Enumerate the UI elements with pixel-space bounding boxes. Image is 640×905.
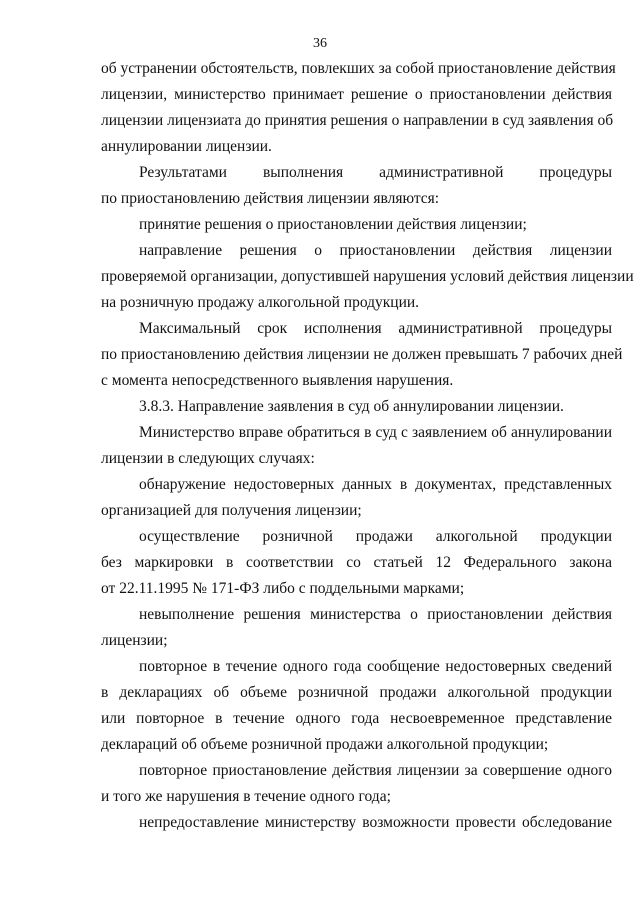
text-line: повторное приостановление действия лицензии за совершение одного (139, 762, 612, 779)
text-line: аннулировании лицензии. (101, 138, 272, 155)
text-line: невыполнение решения министерства о приостановлении действия (139, 606, 612, 623)
text-line: осуществление розничной продажи алкогольной продукции (139, 528, 612, 545)
page-number: 36 (313, 36, 327, 51)
text-line: принятие решения о приостановлении действия лицензии; (139, 216, 527, 233)
text-line: на розничную продажу алкогольной продукции. (101, 294, 420, 311)
text-line: лицензии; (101, 632, 168, 649)
text-line: по приостановлению действия лицензии являются: (101, 190, 440, 207)
text-line: без маркировки в соответствии со статьей 12 Федерального закона (101, 554, 612, 571)
text-line: повторное в течение одного года сообщение недостоверных сведений (139, 658, 612, 675)
text-line: обнаружение недостоверных данных в документах, представленных (139, 476, 612, 493)
text-line: лицензии, министерство принимает решение о приостановлении действия (101, 86, 612, 103)
text-line: и того же нарушения в течение одного года; (101, 788, 391, 805)
section-heading: 3.8.3. Направление заявления в суд об аннулировании лицензии. (139, 398, 564, 415)
text-line: непредоставление министерству возможности провести обследование (139, 814, 612, 831)
text-line: лицензии в следующих случаях: (101, 450, 315, 467)
text-line: Результатами выполнения административной процедуры (139, 164, 612, 181)
text-line: Министерство вправе обратиться в суд с заявлением об аннулировании (139, 424, 612, 441)
text-line: в декларациях об объеме розничной продажи алкогольной продукции (101, 684, 612, 701)
text-line: от 22.11.1995 № 171-ФЗ либо с поддельными марками; (101, 580, 465, 597)
text-line: с момента непосредственного выявления нарушения. (101, 372, 454, 389)
text-line: Максимальный срок исполнения административной процедуры (139, 320, 612, 337)
text-line: по приостановлению действия лицензии не должен превышать 7 рабочих дней (101, 346, 623, 363)
text-line: или повторное в течение одного года несвоевременное представление (101, 710, 612, 727)
text-line: направление решения о приостановлении действия лицензии (139, 242, 612, 259)
text-line: проверяемой организации, допустившей нарушения условий действия лицензии (101, 268, 634, 285)
text-line: деклараций об объеме розничной продажи алкогольной продукции; (101, 736, 549, 753)
text-line: организацией для получения лицензии; (101, 502, 362, 519)
text-line: лицензии лицензиата до принятия решения о направлении в суд заявления об (101, 112, 614, 129)
text-line: об устранении обстоятельств, повлекших за собой приостановление действия (101, 60, 616, 77)
